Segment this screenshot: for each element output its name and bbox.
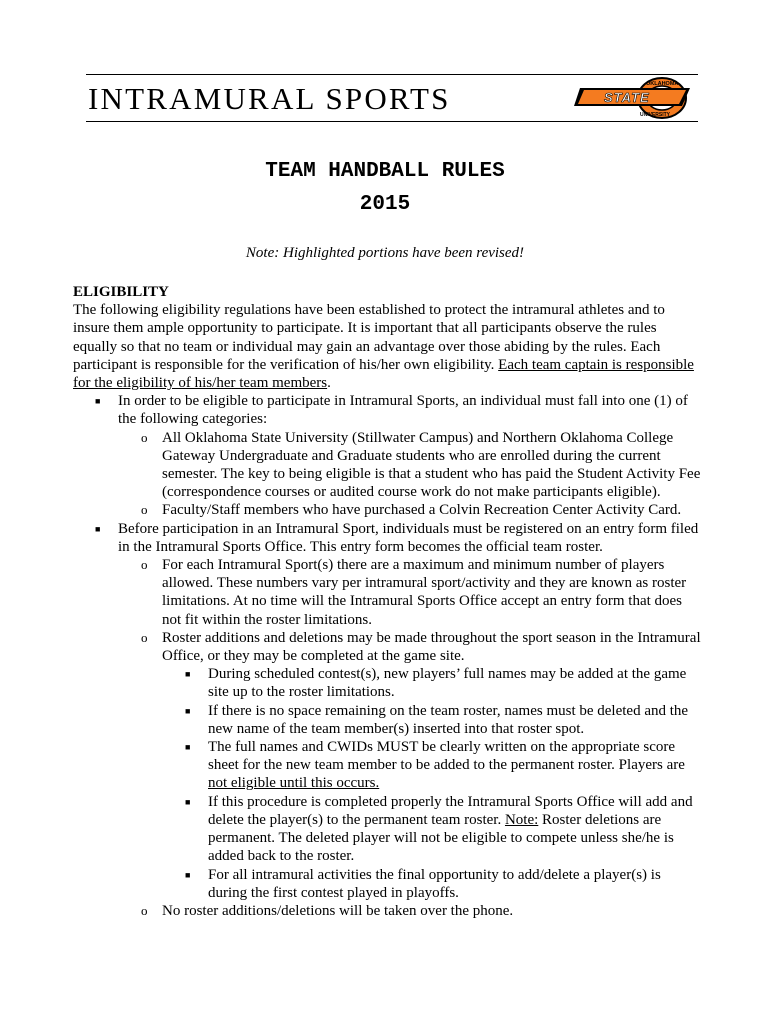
- list-item-text: During scheduled contest(s), new players’ full names may be added at the game site up to the roster limitations.: [208, 666, 687, 701]
- eligibility-list: [73, 392, 703, 920]
- list-item: [73, 501, 703, 519]
- list-item: [73, 429, 703, 502]
- list-item-text: Roster deletions are permanent. The deleted player will not be eligible to compete unless she/he is added back to the roster.: [208, 811, 674, 865]
- list-item-text: All Oklahoma State University (Stillwater Campus) and Northern Oklahoma College Gateway Undergraduate and Graduate students who are enrolled during the current semester. The key to being eligible is that a student who has paid the Student Activity Fee (correspondence courses or audited course work do not make participants eligible).: [162, 429, 701, 501]
- document-title: TEAM HANDBALL RULES: [265, 160, 505, 183]
- intro-end: .: [327, 375, 331, 392]
- list-item: [73, 520, 703, 556]
- list-item-text: For all intramural activities the final opportunity to add/delete a player(s) is during the first contest played in playoffs.: [208, 866, 661, 901]
- intro-paragraph: [73, 301, 703, 392]
- square-bullet-icon: ■: [185, 796, 191, 807]
- circle-bullet-icon: o: [141, 429, 148, 445]
- list-item: [73, 556, 703, 629]
- list-item: [73, 738, 703, 793]
- list-item-text: Before participation in an Intramural Sport, individuals must be registered on an entry form filed in the Intramural Sports Office. This entry form becomes the official team roster.: [118, 520, 699, 555]
- osu-logo: [574, 76, 694, 120]
- list-item-text: Faculty/Staff members who have purchased a Colvin Recreation Center Activity Card.: [162, 502, 682, 519]
- list-item-text: Roster additions and deletions may be made throughout the sport season in the Intramural Office, or they may be completed at the game site.: [162, 629, 701, 665]
- intro-underlined: Each team captain is responsible for the eligibility of his/her team members: [73, 356, 694, 392]
- circle-bullet-icon: o: [141, 629, 148, 645]
- square-bullet-icon: ■: [185, 705, 191, 716]
- square-bullet-icon: ■: [95, 396, 101, 407]
- circle-bullet-icon: o: [141, 902, 148, 918]
- list-item: [73, 866, 703, 902]
- square-bullet-icon: ■: [185, 669, 191, 680]
- list-item-underlined: Note:: [504, 811, 539, 828]
- document-year: 2015: [359, 193, 411, 216]
- list-item-text: No roster additions/deletions will be taken over the phone.: [162, 902, 514, 919]
- square-bullet-icon: ■: [185, 742, 191, 753]
- logo-text-university: UNIVERSITY: [640, 112, 671, 118]
- header-bottom-rule: [86, 121, 698, 122]
- list-item: [73, 392, 703, 428]
- square-bullet-icon: ■: [95, 523, 101, 534]
- list-item: [73, 702, 703, 738]
- list-item-text: For each Intramural Sport(s) there are a maximum and minimum number of players allowed. These numbers vary per intramural sport/activity and they are known as roster limitations. At no time will the Intramural Sports Office accept an entry form that does not fit within the roster limitations.: [162, 557, 687, 628]
- circle-bullet-icon: o: [141, 557, 148, 573]
- square-bullet-icon: ■: [185, 869, 191, 880]
- logo-text-oklahoma: OKLAHOMA: [646, 81, 679, 87]
- header-top-rule: [86, 74, 698, 75]
- list-item-underlined: not eligible until this occurs.: [208, 775, 380, 792]
- list-item: [73, 902, 703, 920]
- section-heading: ELIGIBILITY: [73, 284, 169, 300]
- intro-text: The following eligibility regulations have been established to protect the intramural athletes and to insure them ample opportunity to participate. It is important that all participants observe the rules equally so that no team or individual may gain an advantage over those abiding by the rules. Each participant is responsible for the verification of his/her own eligibility.: [73, 302, 665, 373]
- logo-text-state: STATE: [604, 90, 650, 105]
- list-item-text: The full names and CWIDs MUST be clearly written on the appropriate score sheet for the new team member to be added to the permanent roster. Players are: [208, 739, 685, 774]
- eligibility-section: [73, 283, 703, 920]
- list-item: [73, 665, 703, 701]
- revision-note: Note: Highlighted portions have been revised!: [245, 245, 525, 261]
- brand-title: INTRAMURAL SPORTS: [88, 81, 451, 116]
- list-item-text: If this procedure is completed properly the Intramural Sports Office will add and delete the player(s) to the permanent team roster.: [208, 793, 693, 828]
- list-item-text: If there is no space remaining on the team roster, names must be deleted and the new name of the team member(s) inserted into that roster spot.: [208, 702, 689, 737]
- circle-bullet-icon: o: [141, 502, 148, 518]
- list-item: [73, 629, 703, 665]
- list-item-text: In order to be eligible to participate in Intramural Sports, an individual must fall into one (1) of the following categories:: [118, 393, 688, 428]
- list-item: [73, 793, 703, 866]
